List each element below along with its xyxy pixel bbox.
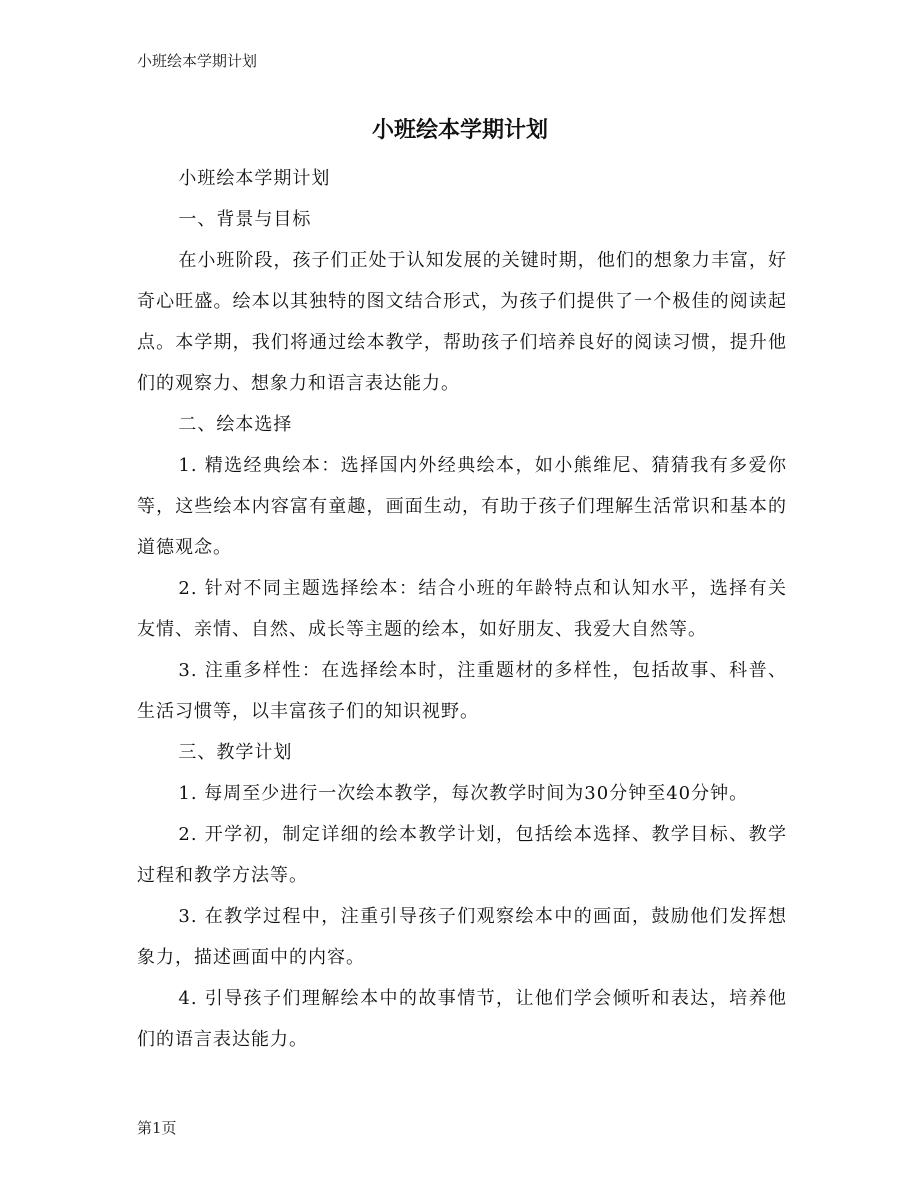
- list-item-plan-2: 2. 开学初，制定详细的绘本教学计划，包括绘本选择、教学目标、教学过程和教学方法等。: [137, 824, 787, 886]
- list-item-selection-1: 1. 精选经典绘本：选择国内外经典绘本，如小熊维尼、猜猜我有多爱你等，这些绘本内容富有童趣，画面生动，有助于孩子们理解生活常识和基本的道德观念。: [137, 455, 787, 558]
- paragraph-subtitle: 小班绘本学期计划: [178, 168, 331, 189]
- list-item-plan-4: 4. 引导孩子们理解绘本中的故事情节，让他们学会倾听和表达，培养他们的语言表达能力。: [137, 988, 787, 1050]
- section-heading-background: 一、背景与目标: [178, 209, 312, 230]
- page-number: 第1页: [137, 1119, 177, 1137]
- section-heading-teaching-plan: 三、教学计划: [178, 742, 293, 763]
- paragraph-background: 在小班阶段，孩子们正处于认知发展的关键时期，他们的想象力丰富，好奇心旺盛。绘本以其独特的图文结合形式，为孩子们提供了一个极佳的阅读起点。本学期，我们将通过绘本教学，帮助孩子们培养良好的阅读习惯，提升他们的观察力、想象力和语言表达能力。: [137, 250, 787, 394]
- list-item-selection-3: 3. 注重多样性：在选择绘本时，注重题材的多样性，包括故事、科普、生活习惯等，以丰富孩子们的知识视野。: [137, 660, 787, 722]
- list-item-selection-2: 2. 针对不同主题选择绘本：结合小班的年龄特点和认知水平，选择有关友情、亲情、自然、成长等主题的绘本，如好朋友、我爱大自然等。: [137, 578, 787, 640]
- list-item-plan-1: 1. 每周至少进行一次绘本教学，每次教学时间为30分钟至40分钟。: [178, 783, 749, 804]
- document-body: [137, 158, 787, 1060]
- document-title: 小班绘本学期计划: [371, 118, 548, 143]
- running-header: 小班绘本学期计划: [137, 52, 258, 70]
- list-item-plan-3: 3. 在教学过程中，注重引导孩子们观察绘本中的画面，鼓励他们发挥想象力，描述画面中的内容。: [137, 906, 787, 968]
- section-heading-selection: 二、绘本选择: [178, 414, 293, 435]
